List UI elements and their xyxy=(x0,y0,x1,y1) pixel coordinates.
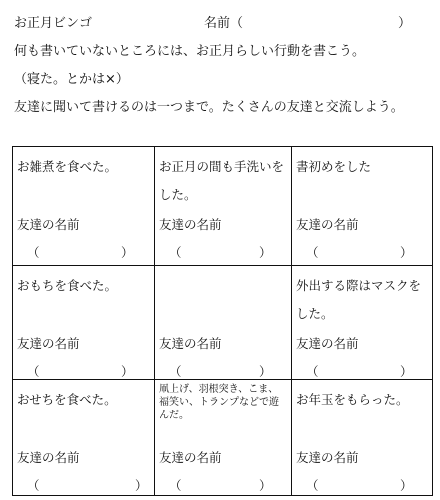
bingo-cell-2[interactable] xyxy=(155,147,292,266)
name-label: 名前（ xyxy=(204,16,244,31)
cell-task: お雑煮を食べた。 xyxy=(17,159,118,174)
cell-task: 凧上げ、羽根突き、こま、福笑い、トランプなどで遊んだ。 xyxy=(159,384,279,421)
friend-name-label: 友達の名前 xyxy=(159,217,222,232)
paren-close: ） xyxy=(400,478,413,493)
paren-open: （ xyxy=(169,478,182,493)
bingo-cell-5[interactable] xyxy=(155,266,292,380)
paren-open: （ xyxy=(169,245,182,260)
bingo-cell-3[interactable] xyxy=(292,147,432,266)
cell-task: 書初めをした xyxy=(296,159,372,174)
friend-name-label: 友達の名前 xyxy=(17,336,80,351)
instruction-1: 何も書いていないところには、お正月らしい行動を書こう。 xyxy=(14,44,366,59)
cell-task: 外出する際はマスクをした。 xyxy=(296,278,422,321)
name-close-paren: ） xyxy=(398,16,412,31)
paren-open: （ xyxy=(27,478,40,493)
friend-name-label: 友達の名前 xyxy=(17,217,80,232)
friend-name-label: 友達の名前 xyxy=(296,336,359,351)
bingo-cell-4[interactable] xyxy=(13,266,155,380)
instruction-2: （寝た。とかは×） xyxy=(14,72,129,87)
paren-close: ） xyxy=(400,364,413,379)
cell-task: おもちを食べた。 xyxy=(17,278,118,293)
paren-close: ） xyxy=(259,478,272,493)
paren-open: （ xyxy=(306,245,319,260)
friend-name-label: 友達の名前 xyxy=(159,450,222,465)
friend-name-label: 友達の名前 xyxy=(17,450,80,465)
friend-name-label: 友達の名前 xyxy=(296,450,359,465)
bingo-cell-7[interactable] xyxy=(13,380,155,495)
friend-name-label: 友達の名前 xyxy=(159,336,222,351)
paren-close: ） xyxy=(400,245,413,260)
paren-close: ） xyxy=(121,364,134,379)
paren-close: ） xyxy=(135,478,148,493)
cell-task: お正月の間も手洗いをした。 xyxy=(159,159,285,202)
bingo-cell-9[interactable] xyxy=(292,380,432,495)
instruction-3: 友達に聞いて書けるのは一つまで。たくさんの友達と交流しよう。 xyxy=(14,100,404,115)
paren-open: （ xyxy=(306,364,319,379)
cell-task: おせちを食べた。 xyxy=(17,392,117,407)
bingo-grid xyxy=(12,146,433,496)
paren-close: ） xyxy=(259,245,272,260)
paren-open: （ xyxy=(27,245,40,260)
bingo-cell-1[interactable] xyxy=(13,147,155,266)
cell-task: お年玉をもらった。 xyxy=(296,392,409,407)
paren-open: （ xyxy=(27,364,40,379)
paren-open: （ xyxy=(306,478,319,493)
paren-close: ） xyxy=(259,364,272,379)
paren-open: （ xyxy=(169,364,182,379)
friend-name-label: 友達の名前 xyxy=(296,217,359,232)
paren-close: ） xyxy=(121,245,134,260)
bingo-cell-6[interactable] xyxy=(292,266,432,380)
page-title: お正月ビンゴ xyxy=(14,16,93,31)
bingo-cell-8[interactable] xyxy=(155,380,292,495)
